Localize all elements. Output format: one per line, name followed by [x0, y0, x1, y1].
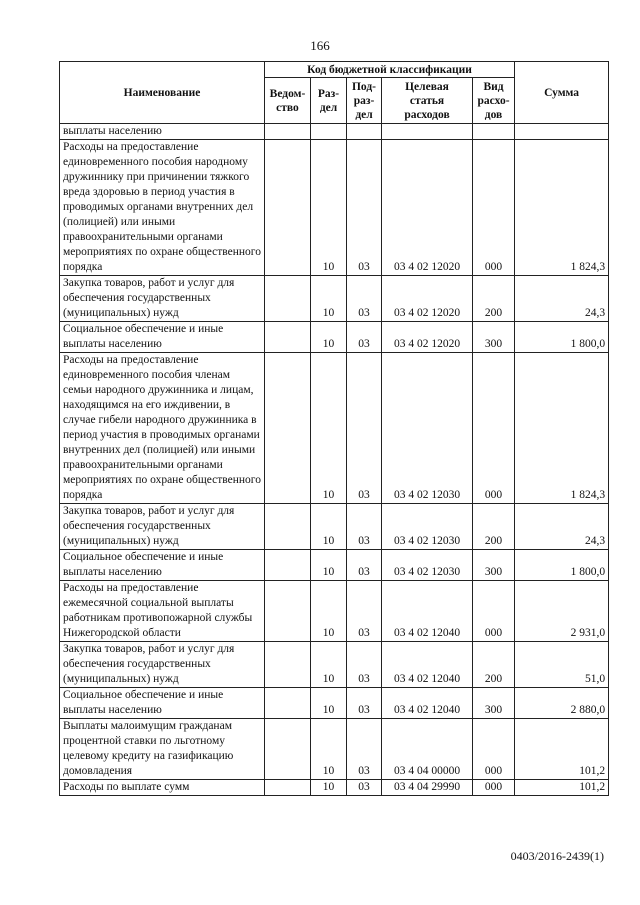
row-summa: 24,3 [515, 276, 609, 322]
row-vedomstvo [265, 642, 311, 688]
row-vid: 200 [473, 504, 515, 550]
row-vid: 000 [473, 780, 515, 796]
row-vid: 000 [473, 353, 515, 504]
row-vid: 000 [473, 140, 515, 276]
row-tselevaya: 03 4 02 12040 [382, 642, 473, 688]
budget-table [59, 61, 609, 796]
row-vedomstvo [265, 550, 311, 581]
row-name: Социальное обеспечение и иные выплаты населению [60, 688, 265, 719]
row-vid: 200 [473, 642, 515, 688]
row-summa: 101,2 [515, 780, 609, 796]
row-tselevaya: 03 4 04 00000 [382, 719, 473, 780]
table-body [60, 124, 609, 796]
table-row [60, 276, 609, 322]
table-row [60, 353, 609, 504]
row-vedomstvo [265, 276, 311, 322]
row-podrazdel: 03 [347, 353, 382, 504]
row-summa: 101,2 [515, 719, 609, 780]
row-podrazdel: 03 [347, 581, 382, 642]
row-razdel: 10 [311, 719, 347, 780]
table-row [60, 581, 609, 642]
row-podrazdel: 03 [347, 276, 382, 322]
row-summa: 51,0 [515, 642, 609, 688]
header-podrazdel: Под- раз- дел [347, 78, 382, 124]
row-razdel: 10 [311, 504, 347, 550]
row-name: Закупка товаров, работ и услуг для обеспечения государственных (муниципальных) нужд [60, 276, 265, 322]
header-tselevaya: Целевая статья расходов [382, 78, 473, 124]
row-vedomstvo [265, 353, 311, 504]
row-tselevaya: 03 4 02 12040 [382, 581, 473, 642]
row-vedomstvo [265, 504, 311, 550]
row-summa: 1 824,3 [515, 140, 609, 276]
row-summa: 2 931,0 [515, 581, 609, 642]
row-podrazdel: 03 [347, 322, 382, 353]
table-row [60, 550, 609, 581]
row-name: Закупка товаров, работ и услуг для обеспечения государственных (муниципальных) нужд [60, 642, 265, 688]
row-podrazdel: 03 [347, 780, 382, 796]
page-number: 166 [310, 38, 330, 53]
row-summa [515, 124, 609, 140]
row-name: Закупка товаров, работ и услуг для обеспечения государственных (муниципальных) нужд [60, 504, 265, 550]
row-razdel: 10 [311, 276, 347, 322]
row-name: Выплаты малоимущим гражданам процентной ставки по льготному целевому кредиту на газификацию домовладения [60, 719, 265, 780]
row-razdel: 10 [311, 688, 347, 719]
row-razdel: 10 [311, 642, 347, 688]
row-vid: 300 [473, 322, 515, 353]
row-name: Расходы на предоставление единовременного пособия народному дружиннику при причинении тяжкого вреда здоровью в период участия в проводимых органами внутренних дел (полицией) или иными правоохранительными органами мероприятиях по охране общественного порядка [60, 140, 265, 276]
row-tselevaya [382, 124, 473, 140]
row-vid: 000 [473, 719, 515, 780]
row-vid [473, 124, 515, 140]
row-tselevaya: 03 4 02 12020 [382, 322, 473, 353]
row-summa: 1 800,0 [515, 550, 609, 581]
header-vedomstvo: Ведом- ство [265, 78, 311, 124]
row-summa: 1 824,3 [515, 353, 609, 504]
table-row [60, 322, 609, 353]
row-name: Расходы на предоставление ежемесячной социальной выплаты работникам противопожарной службы Нижегородской области [60, 581, 265, 642]
row-vedomstvo [265, 688, 311, 719]
table-row [60, 688, 609, 719]
row-name: Социальное обеспечение и иные выплаты населению [60, 322, 265, 353]
row-podrazdel: 03 [347, 550, 382, 581]
table-row [60, 719, 609, 780]
row-razdel: 10 [311, 581, 347, 642]
row-summa: 1 800,0 [515, 322, 609, 353]
row-tselevaya: 03 4 02 12030 [382, 504, 473, 550]
row-summa: 2 880,0 [515, 688, 609, 719]
row-podrazdel [347, 124, 382, 140]
table-row [60, 504, 609, 550]
document-code: 0403/2016-2439(1) [510, 849, 604, 863]
row-tselevaya: 03 4 02 12030 [382, 550, 473, 581]
row-vid: 200 [473, 276, 515, 322]
table-row [60, 124, 609, 140]
table-row [60, 780, 609, 796]
row-razdel: 10 [311, 322, 347, 353]
row-tselevaya: 03 4 04 29990 [382, 780, 473, 796]
row-podrazdel: 03 [347, 688, 382, 719]
row-name: Социальное обеспечение и иные выплаты населению [60, 550, 265, 581]
row-razdel: 10 [311, 550, 347, 581]
header-vid: Вид расхо- дов [473, 78, 515, 124]
table-row [60, 140, 609, 276]
row-summa: 24,3 [515, 504, 609, 550]
row-vedomstvo [265, 780, 311, 796]
row-vid: 000 [473, 581, 515, 642]
header-name: Наименование [60, 62, 265, 124]
header-summa: Сумма [515, 62, 609, 124]
row-vedomstvo [265, 719, 311, 780]
row-name: выплаты населению [60, 124, 265, 140]
row-razdel [311, 124, 347, 140]
row-podrazdel: 03 [347, 719, 382, 780]
row-tselevaya: 03 4 02 12040 [382, 688, 473, 719]
table-row [60, 642, 609, 688]
row-name: Расходы по выплате сумм [60, 780, 265, 796]
header-razdel: Раз- дел [311, 78, 347, 124]
row-tselevaya: 03 4 02 12020 [382, 140, 473, 276]
row-podrazdel: 03 [347, 140, 382, 276]
header-code-group: Код бюджетной классификации [265, 62, 515, 78]
row-tselevaya: 03 4 02 12020 [382, 276, 473, 322]
row-podrazdel: 03 [347, 504, 382, 550]
row-vedomstvo [265, 140, 311, 276]
row-vedomstvo [265, 124, 311, 140]
row-vedomstvo [265, 581, 311, 642]
row-razdel: 10 [311, 780, 347, 796]
row-podrazdel: 03 [347, 642, 382, 688]
row-tselevaya: 03 4 02 12030 [382, 353, 473, 504]
row-razdel: 10 [311, 353, 347, 504]
row-vedomstvo [265, 322, 311, 353]
row-razdel: 10 [311, 140, 347, 276]
row-name: Расходы на предоставление единовременного пособия членам семьи народного дружинника и лицам, находящимся на его иждивении, в случае гибели народного дружинника в период участия в проводимых органами внутренних дел (полицией) или иными правоохранительными органами мероприятиях по охране общественного порядка [60, 353, 265, 504]
row-vid: 300 [473, 550, 515, 581]
row-vid: 300 [473, 688, 515, 719]
